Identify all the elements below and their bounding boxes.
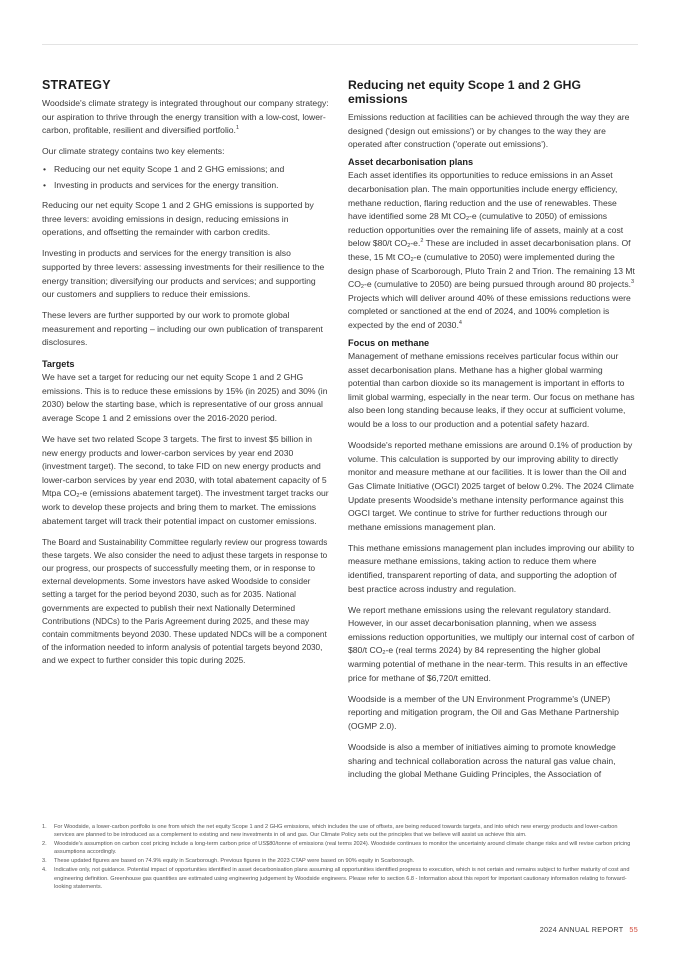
page-footer	[540, 925, 638, 934]
methane-paragraph-6: Woodside is also a member of initiatives aiming to promote knowledge sharing and technical collaboration across the natural gas value chain, including the global Methane Guiding Principles, the Association of	[348, 742, 616, 780]
methane-paragraph-5: Woodside is a member of the UN Environment Programme's (UNEP) reporting and mitigation program, the Oil and Gas Methane Partnership (OGMP 2.0).	[348, 693, 619, 731]
reducing-heading: Reducing net equity Scope 1 and 2 GHG emissions	[348, 78, 581, 106]
asset-decarbonisation-paragraph: Each asset identifies its opportunities to reduce emissions in an Asset decarbonisation plan. The main opportunities include energy efficiency, methane reduction, flaring reduction and the use of renewables. These have identified some 28 Mt $CO_2-e$ (cumulative to 2050) of emissions reduction opportunities over the remaining life of assets, mainly at a cost below $80/t $CO_2-e.^2$ These are included in asset decarbonisation plans. Of these, 15 Mt $CO_2-e$ (cumulative to 2050) were implemented during the design phase of Scarborough, Pluto Train 2 and Trion. The remaining 13 Mt $CO_2-e$ (cumulative to 2050) are being pursued through around 80 projects.$^3$ Projects which will deliver around 40% of these emissions reductions were completed or sanctioned at the end of 2024, and 100% completion is expected by the end of 2030.$^4$	[348, 170, 635, 330]
methane-paragraph-2: Woodside's reported methane emissions are around 0.1% of production by volume. This calculation is supported by our improving ability to directly monitor and measure methane at our facilities. It is lower than the Oil and Gas Climate Initiative (OGCI) 2025 target of below 0.2%. The 2024 Climate Update presents Woodside's methane intensity performance against this OGCI target. We continue to strive for further reductions through our methane emissions management plan.	[348, 440, 634, 532]
strategy-reducing-paragraph: Reducing our net equity Scope 1 and 2 GHG emissions is supported by three levers: avoiding emissions in design, reducing emissions in operations, and offsetting the remainder with carbon credits.	[42, 200, 314, 238]
asset-decarbonisation-heading: Asset decarbonisation plans	[348, 156, 474, 167]
left-column	[42, 78, 329, 675]
footnote: 3. These updated figures are based on 74.9% equity in Scarborough. Previous figures in the 2023 CTAP were based on 90% equity in Scarborough.	[42, 858, 415, 865]
strategy-heading: STRATEGY	[42, 78, 111, 92]
strategy-investing-paragraph: Investing in products and services for the energy transition is also supported by three levers: assessing investments for their resilience to the energy transition; diversifying our products and services; and supporting our customers and suppliers to reduce their emissions.	[42, 248, 325, 300]
reducing-intro: Emissions reduction at facilities can be achieved through the way they are designed ('design out emissions') or by changes to the way they are operated after construction ('operate out emissions').	[348, 112, 630, 150]
list-item: • Reducing our net equity Scope 1 and 2 GHG emissions; and	[42, 163, 329, 177]
footnotes	[42, 823, 638, 892]
targets-paragraph-3: The Board and Sustainability Committee regularly review our progress towards these targets. We also consider the need to adjust these targets in response to our progress, our prospects of successfully meeting them, or in response to external developments. Some investors have asked Woodside to consider setting a target for the period beyond 2030, such as for 2035. National governments are expected to publish their next Nationally Determined Contributions (NDCs) to the Paris Agreement during 2025, and these may contain commitments beyond 2030. These updated NDCs will be a component of the information needed to inform analysis of potential targets beyond 2030, and we expect to further consider this topic during 2025.	[42, 537, 328, 666]
methane-paragraph-1: Management of methane emissions receives particular focus within our asset decarbonisation plans. Methane has a higher global warming potential than carbon dioxide so its management is important in efforts to limit global warming, especially in the near term. Our focus on methane has also been long standing because leaks, if they occur at sufficient volume, would be a loss to our production and a potential safety hazard.	[348, 351, 635, 430]
right-column	[348, 78, 635, 789]
footnote: 2. Woodside's assumption on carbon cost pricing include a long-term carbon price of US$80/tonne of emissions (real terms 2024). Woodside continues to monitor the uncertainty around climate change risks and will revise carbon pricing assumptions accordingly.	[42, 841, 631, 856]
header-rule	[42, 44, 638, 45]
strategy-intro: Woodside's climate strategy is integrated throughout our company strategy: our aspiration to thrive through the energy transition with a low-cost, lower-carbon, profitable, resilient and diversified portfolio.$^1$	[42, 98, 329, 136]
list-item: • Investing in products and services for the energy transition.	[42, 179, 329, 193]
footnote: 4. Indicative only, not guidance. Potential impact of opportunities identified in asset decarbonisation plans assuming all opportunities identified progress to execution, which is not certain and remains subject to further maturity of cost and engineering definition. Greenhouse gas quantities are estimated using engineering judgement by Woodside engineers. Please refer to section 6.8 - Information about this report for important cautionary information relating to forward-looking statements.	[42, 867, 630, 890]
methane-heading: Focus on methane	[348, 337, 430, 348]
methane-paragraph-3: This methane emissions management plan includes improving our ability to measure methane emissions, taking action to reduce them where identified, transparent reporting of data, and supporting the adoption of best practice across industry and regulation.	[348, 542, 635, 594]
report-title: 2024 ANNUAL REPORT	[539, 925, 624, 934]
targets-paragraph-2: We have set two related Scope 3 targets. The first to invest $5 billion in new energy products and lower-carbon services by year end 2030 (investment target). The second, to take FID on new energy products and lower-carbon services by year end 2030, with total abatement capacity of 5 Mtpa $CO_2-e$ (emissions abatement target). The investment target tracks our work to develop these projects and bring them to market. The emissions abatement target will track their potential impact on customer emissions.	[42, 433, 329, 526]
strategy-levers-paragraph: These levers are further supported by our work to promote global measurement and reporting – including our own publication of transparent disclosures.	[42, 310, 323, 348]
strategy-two-elements: Our climate strategy contains two key elements:	[42, 146, 225, 157]
targets-heading: Targets	[42, 358, 75, 369]
footnote: 1. For Woodside, a lower-carbon portfolio is one from which the net equity Scope 1 and 2 GHG emissions, which includes the use of offsets, are being reduced towards targets, and into which new energy products and lower-carbon services are planned to be introduced as a complement to existing and new investments in oil and gas. Our Climate Policy sets out the principles that we believe will assist us achieve this aim.	[42, 824, 618, 839]
methane-paragraph-4: We report methane emissions using the relevant regulatory standard. However, in our asset decarbonisation planning, when we assess emissions reduction opportunities, we multiply our internal cost of carbon of $80/t $CO_2-e$ (real terms 2024) by 84 representing the higher global warming potential of methane in the near-term. This results in an effective price for methane of $6,720/t emitted.	[348, 604, 635, 683]
page-number: 55	[629, 925, 638, 934]
targets-paragraph-1: We have set a target for reducing our net equity Scope 1 and 2 GHG emissions. This is to reduce these emissions by 15% (in 2025) and 30% (in 2030) below the starting base, which is representative of our gross annual average Scope 1 and 2 emissions over the 2016-2020 period.	[42, 372, 328, 423]
strategy-bullet-list	[42, 163, 329, 193]
